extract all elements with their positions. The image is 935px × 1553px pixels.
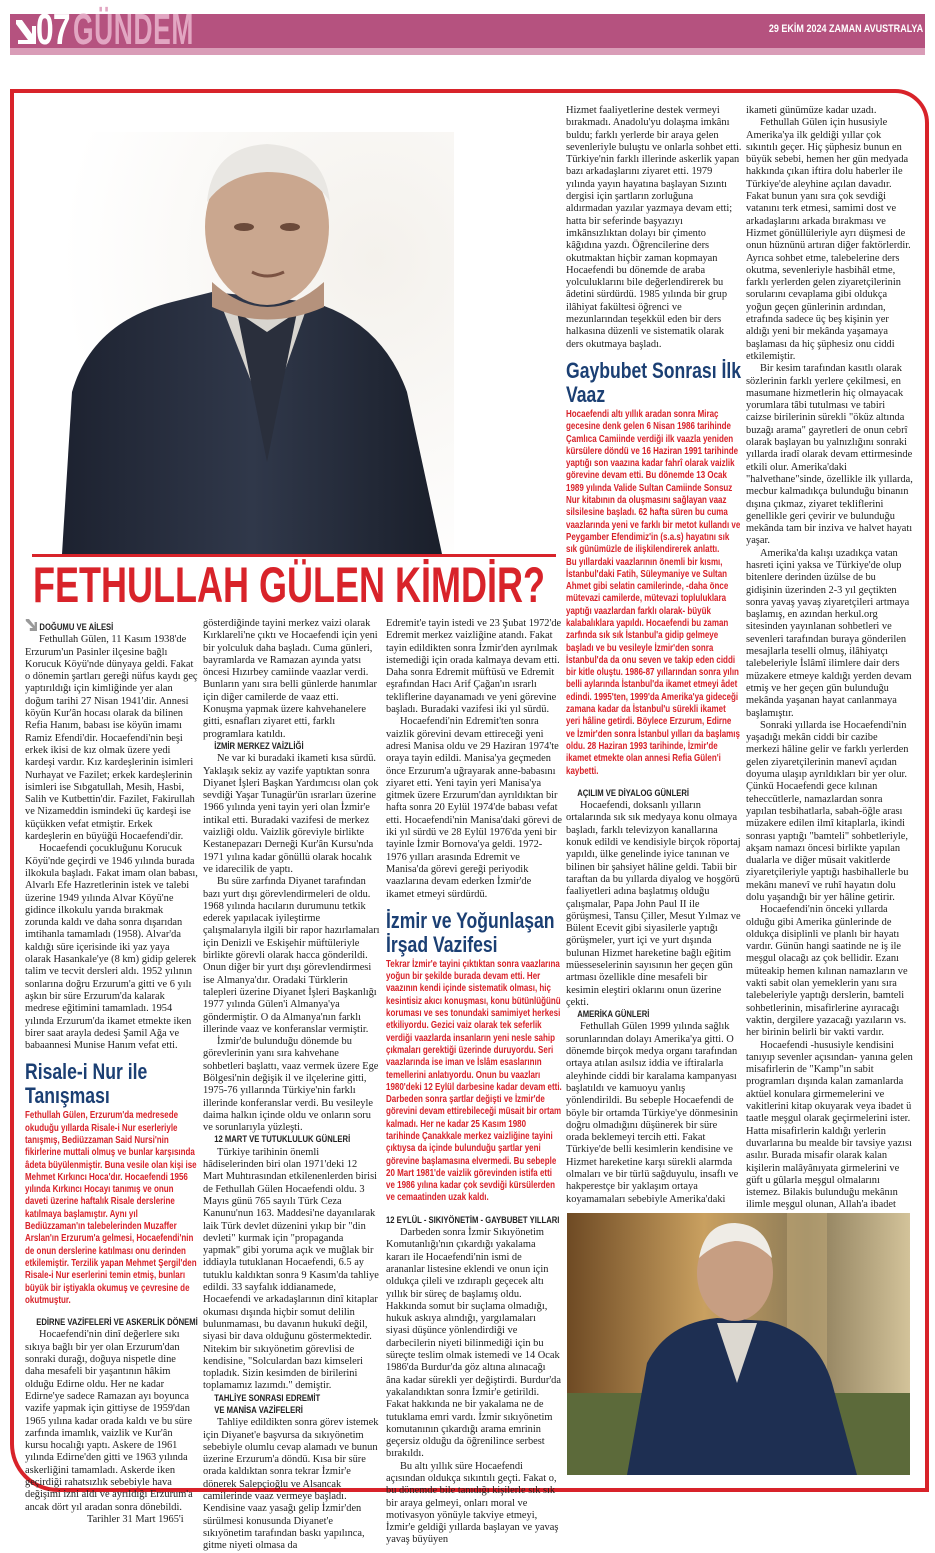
publication-name: ZAMAN AVUSTRALYA (828, 23, 923, 35)
highlight-paragraph-wrap (566, 557, 742, 778)
body-paragraph: Hocaefendi, doksanlı yılların ortalarında sık sık medyaya konu olmaya başladı, farklı televizyon kanallarına konuk edildi ve kendisiyle birçok röportaj yapıldı, ülke genelinde iyice tanınan ve bilinen bir şahsiyet hâline geldi. Tabii bir taraftan da bu yıllarda diyalog ve hoşgörü faaliyetleri adına başlatmış olduğu çalışmalar, Papa John Paul II ile görüşmesi, Tansu Çiller, Mesut Yılmaz ve Bülent Ecevit gibi siyasilerle yaptığı görüşmeler, yurt içi ve yurt dışında bulunan Hizmet hareketine bağlı eğitim müesseselerinin sayısının her geçen gün artması özellikle dine mesafeli bir kesimin eleştiri oklarını onun üzerine çekti. (566, 800, 741, 1008)
body-paragraph: Hizmet faaliyetlerine destek vermeyi bırakmadı. Anadolu'yu dolaşma imkânı buldu; farklı yerlerde bir araya gelen sevenleriyle buluştu ve onlarla sohbet etti. Türkiye'nin farklı illerinde askerlik yapan bazı arkadaşlarını ziyaret etti. 1979 yılında yayın hayatına başlayan Sızıntı dergisi için şartların zorluğuna aldırmadan yazılar yazmaya devam etti; hatta bir seferinde başyazıyı imkânsızlıktan dolayı bir çimento kâğıdına yazdı. Öğrencilerine ders okutmaktan hiçbir zaman kopmayan Hocaefendi bu dönemde de araba yolculuklarını bile değerlendirerek bu âdetini sürdürdü. 1985 yılında bir grup ilâhiyat fakültesi öğrenci ve mezunlarından teşekkül eden bir ders halkasına düzenli ve sistematik olarak ders okutmaya başladı. (566, 105, 742, 350)
subsection-heading: 12 MART VE TUTUKLULUK GÜNLERİ (214, 1134, 351, 1146)
body-paragraph: Fethullah Gülen için hususiyle Amerika'ya ilk geldiği yıllar çok sıkıntılı geçer. Hiç şüphesiz bunun en büyük sebebi, hemen her gün medyada hakkında çıkan iftira dolu haberler ile Türkiye'de aleyhine açılan davadır. Fakat bunun yanı sıra çok sevdiği vatanını terk etmesi, samimi dost ve arkadaşlarını arkada bırakması ve Hizmet gönüllüleriyle ayrı düşmesi de onun hüznünü artıran diğer faktörlerdir. Ayrıca sohbet etme, talebelerine ders okutma, sevenleriyle hasbihâl etme, farklı yerlerden gelen ziyaretçilerinin sorularını cevaplama gibi oldukça yoğun geçen günlerinin ardından, etrafında sadece üç beş kişinin yer aldığı yeni bir mekânda yaşamaya başlaması da hiç şüphesiz onu ciddi etkilemiştir. (746, 117, 911, 362)
arrow-down-right-icon (14, 16, 36, 46)
article-column-3 (386, 618, 562, 1546)
subsection-heading: EDİRNE VAZİFELERİ VE ASKERLİK DÖNEMİ (36, 1317, 198, 1329)
body-paragraph: Türkiye tarihinin önemli hâdiselerinden biri olan 1971'deki 12 Mart Muhtırasından etkilenenlerden birisi de Fethullah Gülen Hocaefendi oldu. 3 Mayıs günü 765 sayılı Türk Ceza Kanunu'nun 163. Maddesi'ne dayanılarak laik Türk devlet düzenini yıkıp bir "din devleti" kurmak için "propaganda yapmak" gibi yoruma açık ve muğlak bir iddiayla tutuklanan Hocaefendi, 6.5 ay tutuklu kaldıktan sonra 9 Kasım'da tahliye edildi. 33 sayfalık iddianamede, Hocaefendi ve arkadaşlarının dinî kitaplar okuması dışında hiçbir somut delilin bulunmaması, bu davanın hukukî değil, siyasi bir dava olduğunu göstermektedir. Nitekim bir sıkıyönetim görevlisi de kendisine, "Solculardan bazı kimseleri topladık. Sizin kesimden de birilerini toplamamız lazımdı." demiştir. (203, 1146, 379, 1392)
body-paragraph: Fethullah Gülen 1999 yılında sağlık sorunlarından dolayı Amerika'ya gitti. O dönemde birçok medya organı tarafından ortaya atılan asılsız iddia ve iftiralarla aleyhinde ciddi bir karalama kampanyası başlatıldı ve kamuoyu yanlış yönlendirildi. Bu sebeple Hocaefendi de böyle bir ortamda Türkiye'ye dönmesinin doğru olmadığını düşünerek bir süre orada beklemeyi tercih etti. Fakat Türkiye'de belli kesimlerin kendisine ve Hizmet hareketine karşı sürekli alarmda olmaları ve bir türlü sağduyulu, insaflı ve hakperestçe bir yaklaşım ortaya koyamamaları sebebiyle Amerika'daki (566, 1021, 739, 1205)
body-paragraph: Bir kesim tarafından kasıtlı olarak sözlerinin farklı yerlere çekilmesi, en masumane hizmetlerin hiç olmayacak yorumlara tâbi tutulması ve tabiri caizse birilerinin sürekli "öküz altında buzağı arama" gayretleri de onun cebrî olarak başlayan bu yalnızlığını sonraki yıllarda iradî olarak devam ettirmesinde etkili olur. Amerika'daki "halvethane"sinde, özellikle ilk yıllarda, mecbur kalmadıkça bulunduğu binanın dışına çıkmaz, ziyaret tekliflerini genellikle geri çevirir ve bulunduğu mekânda tam bir inziva ve halvet hayatı yaşar. (746, 363, 913, 547)
highlight-paragraph-wrap (25, 1110, 198, 1307)
subsection-heading-wrap (386, 1215, 562, 1227)
subsection-heading-wrap (203, 1393, 380, 1405)
section-heading: Gaybubet Sonrası İlk Vaaz (566, 357, 742, 407)
subsection-heading: TAHLİYE SONRASI EDREMİT (214, 1392, 321, 1404)
highlight-paragraph: Tekrar İzmir'e tayini çıktıktan sonra vaazlarına yoğun bir şekilde burada devam etti. Her vaazının kendi içinde sistematik olması, hiç kesintisiz akıcı konuşması, konu bütünlüğünü koruması ve ses tonundaki samimiyet herkesi etkiliyordu. Gezici vaiz olarak tek seferlik verdiği vaazlarda insanların yeni nesle sahip çıkmaları gerektiği üzerinde duruyordu. Seri vaazlarında ise iman ve İslâm esaslarının temellerini anlatıyordu. Onun bu vaazları 1980'deki 12 Eylül darbesine kadar devam etti. Darbeden sonra şartlar değişti ve İzmir'de görevini devam ettirebileceği müsait bir ortam kalmadı. Her ne kadar 25 Kasım 1980 tarihinde Çanakkale merkez vaizliğine tayini çıktıysa da içinde bulunduğu şartlar yeni görevine başlamasına elvermedi. Bu sebeple 20 Mart 1981'de vaizlik görevinden istifa etti ve 1986 yılına kadar çok sevdiği kürsülerden ve cemaatinden uzak kaldı. (386, 958, 562, 1204)
body-paragraph: Sonraki yıllarda ise Hocaefendi'nin yaşadığı mekân ciddi bir cazibe merkezi hâline gelir ve farklı yerlerden gelen ziyaretçilerinin manevî açıdan doyuma ulaşıp ayrıldıkları bir yer olur. Çünkü Hocaefendi gece kılınan teheccütlerle, namazlardan sonra yapılan tesbihatlarla, sabah-öğle arası müzakere edilen ilmî kitaplarla, ikindi sonrası yaptığı "bamteli" sohbetleriyle, akşam namazı öncesi birlikte yapılan dualarla ve diğer müsait vakitlerde ziyaretçileriyle yaptığı hasbihallerle bu mekânı manevî ve ruhî hayatın dolu dolu yaşandığı bir yer hâline getirir. (746, 719, 909, 903)
body-paragraph: Hocaefendi çocukluğunu Korucuk Köyü'nde geçirdi ve 1946 yılında burada ilkokula başladı. Fakat imam olan babası, Alvarlı Efe Hazretlerinin istek ve talebi üzerine 1949 yılında Alvar Köyü'ne gidince ilkokulu yarıda bırakmak zorunda kaldı ve daha sonra dışarıdan imtihanla tamamladı (1958). Alvar'da kaldığı süre içerisinde iki yaz yaya olarak Hasankale'ye (8 km) gidip gelerek talim ve tecvit dersleri aldı. 1952 yılının sonlarına doğru Erzurum'a gitti ve 6 yılı aşkın bir süre Erzurum'da kalarak medrese eğitimini tamamladı. 1954 yılında Erzurum'da ikamet etmekte iken birer saat arayla dedesi Şamil Ağa ve babaannesi Munise Hanım vefat etti. (25, 843, 198, 1052)
subsection-heading: AÇILIM VE DİYALOG GÜNLERİ (577, 787, 690, 799)
subsection-heading: DOĞUMU VE AİLESİ (39, 622, 114, 633)
highlight-paragraph-wrap (566, 409, 742, 557)
body-paragraph: Tahliye edildikten sonra görev istemek için Diyanet'e başvursa da sıkıyönetim sebebiyle olumlu cevap alamadı ve bunun üzerine Erzurum'a döndü. Kısa bir süre orada kaldıktan sonra tekrar İzmir'e dönerek Salepçioğlu ve Alsancak camilerinde vaaz vermeye başladı. Kendisine vaaz yasağı gelip İzmir'den sürülmesi konusunda Diyanet'e sıkıyönetim tarafından baskı yapılınca, gitme niyeti olmasa da (203, 1417, 379, 1552)
body-paragraph: ikameti günümüze kadar uzadı. (746, 105, 877, 116)
article-column-4 (566, 105, 742, 1205)
outdoor-portrait-photo (567, 1213, 910, 1475)
subsection-heading: AMERİKA GÜNLERİ (577, 1009, 650, 1021)
body-paragraph: Hocaefendi'nin Edremit'ten sonra vaizlik görevini devam ettireceği yeni adresi Manisa oldu ve 29 Haziran 1974'te oraya tayin edildi. Manisa'ya geçmeden önce Erzurum'a uğrayarak anne-babasını ziyaret etti. Yeni tayin yeri Manisa'ya gitmek üzere Erzurum'dan ayrıldıktan bir hafta sonra 20 Eylül 1974'de babası vefat etti. Hocaefendi'nin Manisa'daki görevi de iki yıl sürdü ve 28 Eylül 1976'da yeni bir tayinle İzmir Bornova'ya geldi. 1972-1976 yılları arasında Edremit ve Manisa'da görevi gereği periyodik vaazlarına devam ederken İzmir'de ikamet etmeyi sürdürdü. (386, 716, 562, 900)
article-column-5 (746, 105, 913, 1211)
article-column-2 (203, 618, 380, 1552)
highlight-paragraph: Hocaefendi altı yıllık aradan sonra Miraç gecesine denk gelen 6 Nisan 1986 tarihinde Çamlıca Camiinde verdiği ilk vaazla yeniden kürsülere döndü ve 16 Haziran 1991 tarihinde yaptığı son vaazına kadar fahrî olarak vaizlik görevine devam etti. Bu dönemde 13 Ocak 1989 yılında Valide Sultan Camiinde Sonsuz Nur kitabının da oluşmasını sağlayan vaaz silsilesine başladı. 62 hafta süren bu cuma vaazlarında yeni ve farklı bir metot kullandı ve Peygamber Efendimiz'in (s.a.s) hayatını sık sık günümüzle de ilişkilendirerek anlattı. (566, 408, 741, 556)
issue-date: 29 EKİM 2024 (768, 23, 827, 35)
body-paragraph: Bu altı yıllık süre Hocaefendi açısından oldukça sıkıntılı geçti. Fakat o, bu dönemde bile tanıdığı kişilerle sık sık bir araya gelmeyi, onları moral ve motivasyon yönüyle takviye etmeyi, İzmir'e geldiği yıllarda başlayan ve yavaş yavaş büyüyen (386, 1460, 559, 1546)
article-column-1 (25, 618, 198, 1525)
body-paragraph: Hocaefendi'nin önceki yıllarda olduğu gibi Amerika günlerinde de oldukça disiplinli ve planlı bir hayatı vardır. Günün hangi saatinde ne iş ile meşgul olacağı az çok bellidir. Ezanı müteakip hemen kılınan namazların ve vakti sabit olan yemeklerin yanı sıra talebeleriyle yaptığı derslerin, bamteli sohbetlerinin, misafirlerine ayıracağı vaktin, dergilere yazacağı yazıların vs. her birinin belirli bir vakti vardır. (746, 904, 908, 1039)
subsection-heading: İZMİR MERKEZ VAİZLİĞİ (214, 740, 304, 752)
section-heading-wrap (566, 359, 742, 407)
section-heading-wrap (25, 1060, 198, 1108)
subsection-heading: VE MANİSA VAZİFELERİ (214, 1405, 303, 1416)
body-paragraph: İzmir'de bulunduğu dönemde bu görevlerinin yanı sıra kahvehane sohbetleri başlattı, vaaz vermek üzere Ege Bölgesi'nin değişik il ve ilçelerine gitti, 1975-76 yıllarında Türkiye'nin farklı illerinde konferanslar verdi. Bu vesileyle daima halkın içinde oldu ve onların soru ve sorunlarıyla yüzleşti. (203, 1036, 379, 1134)
portrait-photo (62, 132, 454, 554)
subsection-heading-wrap (25, 1317, 198, 1329)
body-paragraph: Tarihler 31 Mart 1965'i (87, 1513, 184, 1525)
body-paragraph: Darbeden sonra İzmir Sıkıyönetim Komutanlığı'nın çıkardığı yakalama kararı ile Hocaefendi'nin ismi de arananlar listesine eklendi ve onun için oldukça çileli ve ızdıraplı geçecek altı yıllık bir süreç de başlamış oldu. Hakkında somut bir suçlama olmadığı, hukuk askıya alındığı, yargılamaları siyasi düşünce yönlendirdiği ve darbecilerin niyeti bilinmediği için bu süreçte teslim olmak istemedi ve 14 Ocak 1986'da Burdur'da göz altına alınacağı âna kadar sürekli yer değiştirdi. Burdur'da yakalandıktan sonra İzmir'e getirildi. Fakat hakkında ne bir yakalama ne de tutuklama emri vardı. İzmir sıkıyönetim komutanının çıkardığı arama emrinin geçersiz olduğu da öğrenilince serbest bırakıldı. (386, 1227, 561, 1460)
subsection-heading-wrap (566, 1009, 742, 1021)
section-heading: Risale-i Nur ile Tanışması (25, 1059, 148, 1109)
body-paragraph: gösterdiğinde tayini merkez vaizi olarak Kırklareli'ne çıktı ve Hocaefendi için yeni bir yolculuk daha başladı. Cuma günleri, bayramlarda ve Ramazan ayında yatsı öncesi Hızırbey camiinde vaazlar verdi. Bunların yanı sıra belli günlerde hanımlar için diğer camilerde de vaaz etti. Konuşma yapmak üzere kahvehanelere gitti, esnafları ziyaret etti, farklı programlara katıldı. (203, 618, 378, 740)
subsection-heading-wrap (203, 1134, 380, 1146)
body-paragraph: Edremit'e tayin istedi ve 23 Şubat 1972'de Edremit merkez vaizliğine atandı. Fakat tayin edildikten sonra İzmir'den ayrılmak istemediği için orada kalmaya devam etti. Daha sonra Edremit müftüsü ve Edremit eşrafından Hacı Arif Çağan'ın ısrarlı tekliflerine dayanamadı ve yeni görevine başladı. Buradaki vazifesi iki yıl sürdü. (386, 618, 562, 716)
body-paragraph: Ne var ki buradaki ikameti kısa sürdü. Yaklaşık sekiz ay vazife yaptıktan sonra Diyanet İşleri Başkan Yardımcısı olan çok sevdiği Yaşar Tunagür'ün ısrarları üzerine 1966 yılında yeni tayin yeri olan İzmir'e intikal etti. Buradaki vazifesi de merkez vaizliği oldu. Vaizlik göreviyle birlikte Kestanepazarı Derneği Kur'ân Kursu'nda 1971 yılına kadar gönüllü olarak hocalık ve idarecilik de yaptı. (203, 753, 379, 875)
issue-date-line (769, 23, 923, 35)
section-title: GÜNDEM (73, 5, 194, 54)
subsection-heading-wrap (203, 1405, 380, 1417)
page-number: 07 (36, 5, 70, 54)
body-paragraph: Hocaefendi -hususiyle kendisini tanıyıp sevenler açısından- yanına gelen misafirlerin de "Kamp"ın sabit programları dışında kalan zamanlarda aktüel konulara girmemelerini ve vakitlerini kitap okuyarak veya ibadet ü taatle meşgul olarak geçirmelerini ister. Hatta misafirlerin kaldığı yerlerin duvarlarına bu mealde bir tavsiye yazısı asılır. Burada misafir olarak kalan kişilerin malâyânıyata girmelerini ve güft u gûlarla meşgul olmalarını istemez. Bilakis bulunduğu mekânın ilimle meşgul olunan, Allah'a ibadet (746, 1039, 913, 1211)
body-paragraph: Hocaefendi'nin dinî değerlere sıkı sıkıya bağlı bir yer olan Erzurum'dan sonraki durağı, doğuya nispetle dine daha mesafeli bir yaşantının hâkim olduğu Edirne oldu. Her ne kadar Edirne'ye sadece Ramazan ayı boyunca vazife yapmak için gittiyse de 1959'dan 1965 yılına kadar orada kaldı ve bu süre zarfında imamlık, vaizlik ve Kur'ân kursu hocalığı yaptı. Askere de 1961 yılında Edirne'den gitti ve 1963 yılında askerliğini tamamladı. Askerde iken geçirdiği rahatsızlık sebebiyle hava değişimi izni aldı ve ayrıldığı Erzurum'a ancak dört yıl aradan sonra dönebildi. (25, 1329, 193, 1513)
highlight-paragraph: Bu yıllardaki vaazlarının önemli bir kısmı, İstanbul'daki Fatih, Süleymaniye ve Sultan Ahmet gibi selatin camilerinde, -daha önce mütevazi camilerde, mütevazi topluluklara yaptığı vaazlardan farklı olarak- büyük kalabalıklara yapıldı. Hocaefendi bu zaman zarfında sık sık İstanbul'a gidip gelmeye başladı ve bu vesileyle İzmir'den sonra İstanbul'da da onu seven ve takip eden ciddi bir kitle oluştu. 1986-87 yıllarından sonra yılın belli aylarında İstanbul'da ikamet etmeyi âdet edindi. 1995'ten, 1999'da Amerika'ya gideceği zamana kadar da İstanbul'u sürekli ikamet yeri hâline getirdi. Böylece Erzurum, Edirne ve İzmir'den sonra İstanbul yılları da başlamış oldu. 28 Haziran 1993 tarihinde, İzmir'de ikamet etmekte olan annesi Refia Gülen'i kaybetti. (566, 556, 740, 777)
section-heading-wrap (386, 909, 562, 957)
highlight-paragraph: Fethullah Gülen, Erzurum'da medresede okuduğu yıllarda Risale-i Nur eserleriyle tanışmış, Bediüzzaman Said Nursi'nin fikirlerine muttali olmuş ve bunlar karşısında âdeta büyülenmiştir. Buna vesile olan kişi ise Mehmet Kırkıncı Hoca'dır. Hocaefendi 1956 yılında Kırkıncı Hocayı tanımış ve onun daveti üzerine haftalık Risale derslerine katılmaya başlamıştır. Aynı yıl Bediüzzaman'ın talebelerinden Muzaffer Arslan'ın Erzurum'a gelmesi, Hocaefendi'nin de onun derslerine katılması onu derinden etkilemiştir. Terzilik yapan Mehmet Şergil'den Risale-i Nur eserlerini temin etmiş, bunları büyük bir iştiyakla okumuş ve çevresine de okutmuştur. (25, 1110, 197, 1306)
subsection-heading-wrap (25, 618, 198, 634)
body-paragraph: Bu süre zarfında Diyanet tarafından bazı yurt dışı görevlendirmeleri de oldu. 1968 yılında hacıların durumunu tetkik ederek yapılacak iyileştirme çalışmalarıyla ilgili bir rapor hazırlamaları için Denizli ve Eskişehir müftüleriyle birlikte görevli olarak hacca gönderildi. Onun diğer bir yurt dışı görevlendirmesi ise Almanya'dır. Oradaki Türklerin talepleri üzerine Diyanet İşleri Başkanlığı 1977 yılında Gülen'i Almanya'ya göndermiştir. O da Almanya'nın farklı illerinde vaaz ve konferanslar vermiştir. (203, 876, 380, 1035)
body-paragraph: Fethullah Gülen, 11 Kasım 1938'de Erzurum'un Pasinler ilçesine bağlı Korucuk Köyü'nde dünyaya geldi. Fakat o dönemin şartları gereği nüfus kaydı geç yaptırıldığı için kimliğinde yer alan doğum tarihi 27 Nisan 1941'dir. Annesi köyün Kur'ân hocası olarak da bilinen Refia Hanım, babası ise köyün imamı Ramiz Efendi'dir. Hocaefendi'nin beşi erkek ikisi de kız olmak üzere yedi kardeşi vardır. Kız kardeşlerinin isimleri Nurhayat ve Fazilet; erkek kardeşlerinin isimleri ise Sıbgatullah, Mesih, Hasbi, Salih ve Kutbettin'dir. Fazilet, Fakirullah ve Nizameddin ismindeki üç kardeşi ise küçükken vefat etmiştir. Erkek kardeşlerin en büyüğü Hocaefendi'dir. (25, 634, 198, 843)
section-heading: İzmir ve Yoğunlaşan İrşad Vazifesi (386, 907, 555, 957)
subsection-heading-wrap (566, 788, 742, 800)
arrow-down-right-icon (25, 618, 38, 632)
subsection-heading-wrap (203, 741, 380, 753)
subsection-heading: 12 EYLÜL - SIKIYÖNETİM - GAYBUBET YILLARI (386, 1214, 560, 1226)
highlight-paragraph-wrap (386, 959, 562, 1205)
article-headline: FETHULLAH GÜLEN KİMDİR? (33, 557, 545, 613)
body-paragraph: Amerika'da kalışı uzadıkça vatan hasreti içini yaksa ve Türkiye'de olup bitenlere derinden üzülse de bu gidişinin üzerinden 2-3 yıl geçtikten sonra yavaş yavaş ziyaretçileri artmaya başlamış, en azından herkul.org sitesinden yayınlanan sohbetleri ve sevenleri tarafından buraya gönderilen mesajlarla teselli olmuş, ilâhiyatçı talebeleriyle İslâmî ilimlere dair ders müzakere etmeye kaldığı yerden devam etmiş ve her geçen gün bulunduğu mekânda yaşanan hayat canlanmaya başlamıştır. (746, 547, 912, 719)
